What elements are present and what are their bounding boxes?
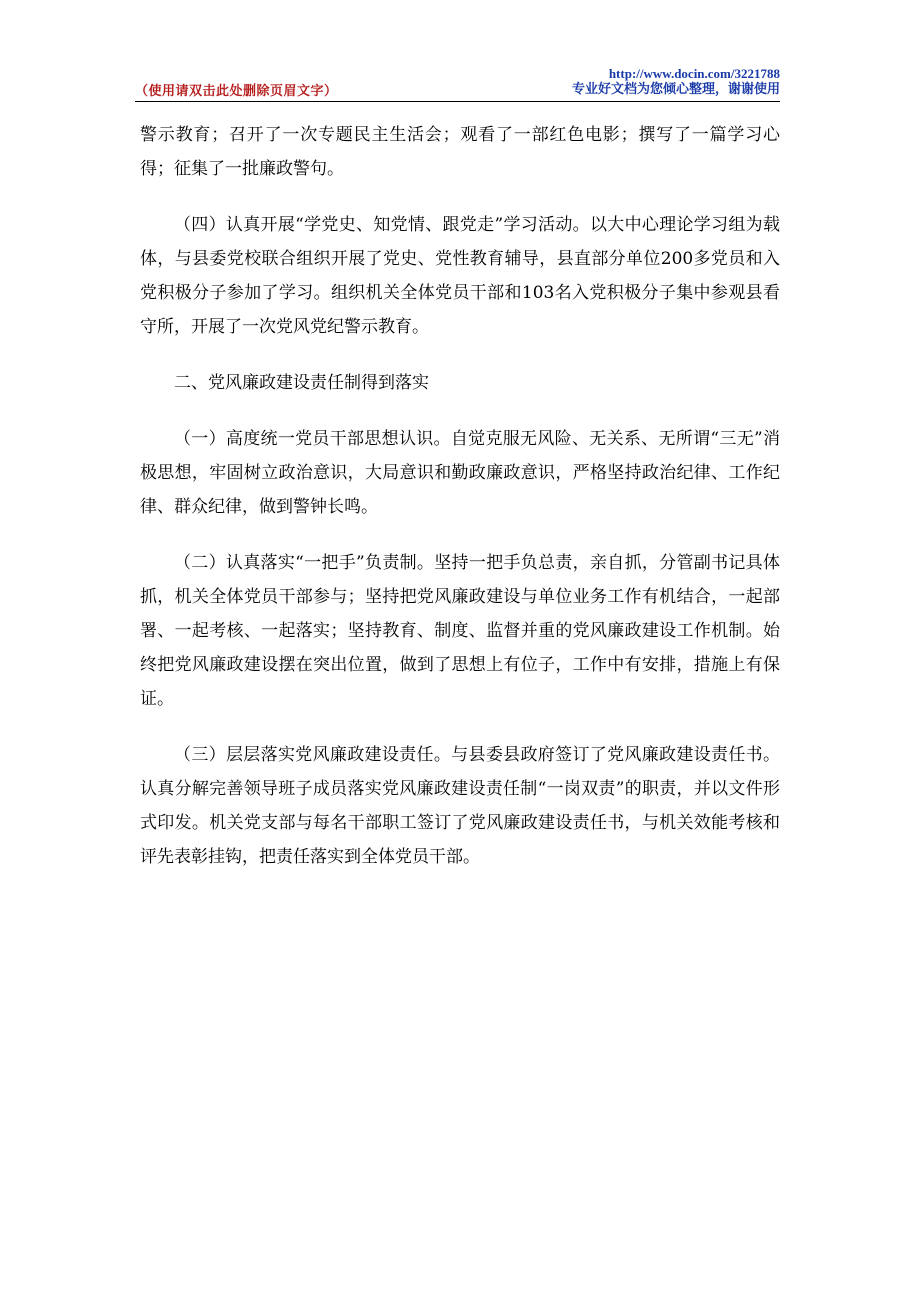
document-body: [140, 118, 780, 896]
header-branding: [572, 66, 780, 98]
paragraph: （二）认真落实“一把手”负责制。坚持一把手负总责，亲自抓，分管副书记具体抓，机关全体党员干部参与；坚持把党风廉政建设与单位业务工作有机结合，一起部署、一起考核、一起落实；坚持教育、制度、监督并重的党风廉政建设工作机制。始终把党风廉政建设摆在突出位置，做到了思想上有位子，工作中有安排，措施上有保证。: [140, 553, 780, 709]
section-heading: 二、党风廉政建设责任制得到落实: [174, 373, 429, 393]
paragraph: 警示教育；召开了一次专题民主生活会；观看了一部红色电影；撰写了一篇学习心得；征集了一批廉政警句。: [140, 125, 780, 179]
paragraph: （三）层层落实党风廉政建设责任。与县委县政府签订了党风廉政建设责任书。认真分解完善领导班子成员落实党风廉政建设责任制“一岗双责”的职责，并以文件形式印发。机关党支部与每名干部职工签订了党风廉政建设责任书，与机关效能考核和评先表彰挂钩，把责任落实到全体党员干部。: [140, 745, 780, 867]
header-note[interactable]: （使用请双击此处删除页眉文字）: [135, 84, 338, 99]
header-divider: [135, 101, 780, 102]
paragraph: （一）高度统一党员干部思想认识。自觉克服无风险、无关系、无所谓“三无”消极思想，牢固树立政治意识，大局意识和勤政廉政意识，严格坚持政治纪律、工作纪律、群众纪律，做到警钟长鸣。: [140, 429, 780, 517]
paragraph: （四）认真开展“学党史、知党情、跟党走”学习活动。以大中心理论学习组为载体，与县委党校联合组织开展了党史、党性教育辅导，县直部分单位200多党员和入党积极分子参加了学习。组织机关全体党员干部和103名入党积极分子集中参观县看守所，开展了一次党风党纪警示教育。: [140, 215, 780, 337]
header-slogan: 专业好文档为您倾心整理，谢谢使用: [571, 82, 780, 97]
header-url[interactable]: http://www.docin.com/3221788: [608, 66, 780, 81]
